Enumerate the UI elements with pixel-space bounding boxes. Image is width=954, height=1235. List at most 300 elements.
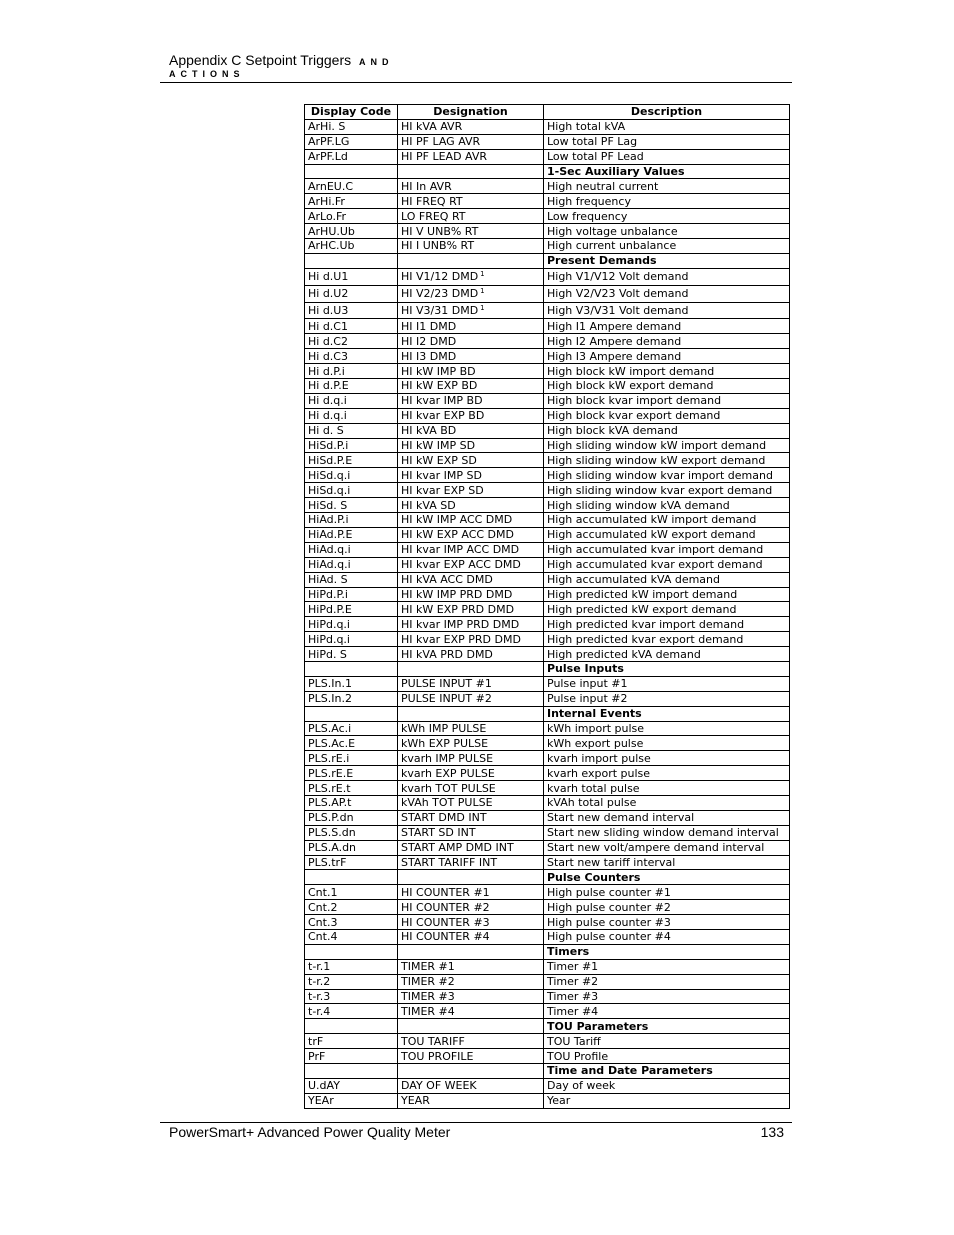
- empty-cell: [398, 1019, 544, 1034]
- display-code-cell: PLS.Ac.E: [305, 736, 398, 751]
- table-row: [305, 900, 790, 915]
- table-row: [305, 364, 790, 379]
- footer-rule: [160, 1122, 792, 1123]
- designation-cell: [398, 929, 544, 944]
- designation-text: HI V3/31 DMD: [401, 304, 479, 318]
- designation-cell: [398, 959, 544, 974]
- designation-cell: [398, 810, 544, 825]
- table-row: [305, 989, 790, 1004]
- description-cell: High block kvar import demand: [544, 393, 790, 408]
- table-row: [305, 855, 790, 870]
- designation-text: HI V1/12 DMD: [401, 270, 479, 284]
- table-row: [305, 468, 790, 483]
- section-row: [305, 706, 790, 721]
- display-code-cell: HiPd.P.E: [305, 602, 398, 617]
- designation-text: HI I2 DMD: [401, 334, 457, 348]
- designation-text: START AMP DMD INT: [401, 841, 514, 855]
- table-row: [305, 1093, 790, 1108]
- empty-cell: [305, 1064, 398, 1079]
- table-row: [305, 929, 790, 944]
- designation-cell: [398, 557, 544, 572]
- section-heading: Pulse Counters: [544, 870, 790, 885]
- table-row: [305, 915, 790, 930]
- header-caps-actions: ACTIONS: [169, 69, 245, 79]
- display-code-cell: trF: [305, 1034, 398, 1049]
- designation-cell: [398, 302, 544, 319]
- description-cell: TOU Tariff: [544, 1034, 790, 1049]
- designation-text: TIMER #2: [401, 975, 455, 989]
- table-row: [305, 1004, 790, 1019]
- description-cell: Low frequency: [544, 209, 790, 224]
- display-code-cell: HiSd.q.i: [305, 483, 398, 498]
- description-cell: High neutral current: [544, 179, 790, 194]
- display-code-cell: HiSd. S: [305, 498, 398, 513]
- empty-cell: [305, 706, 398, 721]
- section-heading: 1-Sec Auxiliary Values: [544, 164, 790, 179]
- description-cell: High pulse counter #4: [544, 929, 790, 944]
- description-cell: High block kVA demand: [544, 423, 790, 438]
- table-row: [305, 209, 790, 224]
- section-heading: Present Demands: [544, 253, 790, 268]
- table-row: [305, 1049, 790, 1064]
- designation-text: START TARIFF INT: [401, 855, 498, 869]
- designation-cell: [398, 498, 544, 513]
- designation-cell: [398, 483, 544, 498]
- designation-cell: [398, 379, 544, 394]
- designation-text: HI kVA PRD DMD: [401, 647, 493, 661]
- description-cell: High V2/V23 Volt demand: [544, 285, 790, 302]
- table-row: [305, 438, 790, 453]
- description-cell: High sliding window kvar export demand: [544, 483, 790, 498]
- section-heading: Pulse Inputs: [544, 661, 790, 676]
- designation-cell: [398, 989, 544, 1004]
- display-code-cell: PLS.Ac.i: [305, 721, 398, 736]
- display-code-cell: Hi d.q.i: [305, 393, 398, 408]
- designation-cell: [398, 319, 544, 334]
- empty-cell: [398, 1064, 544, 1079]
- table-row: [305, 302, 790, 319]
- designation-text: kWh EXP PULSE: [401, 736, 489, 750]
- designation-text: HI kvar IMP PRD DMD: [401, 617, 520, 631]
- description-cell: High sliding window kVA demand: [544, 498, 790, 513]
- designation-cell: [398, 334, 544, 349]
- designation-cell: [398, 855, 544, 870]
- description-cell: Pulse input #2: [544, 691, 790, 706]
- description-cell: High I2 Ampere demand: [544, 334, 790, 349]
- description-cell: Timer #4: [544, 1004, 790, 1019]
- header-title-text: Appendix C Setpoint Triggers: [169, 52, 352, 68]
- designation-cell: [398, 781, 544, 796]
- table-body: [305, 119, 790, 1108]
- display-code-cell: PLS.rE.t: [305, 781, 398, 796]
- display-code-cell: HiPd.P.i: [305, 587, 398, 602]
- designation-cell: [398, 285, 544, 302]
- designation-text: HI kvar IMP BD: [401, 394, 483, 408]
- designation-cell: [398, 194, 544, 209]
- footnote-marker: 1: [480, 270, 485, 279]
- table-row: [305, 632, 790, 647]
- description-cell: kvarh import pulse: [544, 751, 790, 766]
- table-row: [305, 149, 790, 164]
- table-row: [305, 483, 790, 498]
- display-code-cell: PrF: [305, 1049, 398, 1064]
- display-code-cell: PLS.In.1: [305, 676, 398, 691]
- description-cell: TOU Profile: [544, 1049, 790, 1064]
- table-row: [305, 751, 790, 766]
- designation-cell: [398, 209, 544, 224]
- table-row: [305, 285, 790, 302]
- empty-cell: [398, 164, 544, 179]
- designation-text: HI kW EXP ACC DMD: [401, 528, 514, 542]
- table-row: [305, 498, 790, 513]
- designation-text: HI kVA BD: [401, 424, 457, 438]
- designation-text: HI COUNTER #1: [401, 885, 490, 899]
- description-cell: High predicted kW export demand: [544, 602, 790, 617]
- designation-text: HI kW IMP ACC DMD: [401, 513, 513, 527]
- designation-cell: [398, 840, 544, 855]
- section-heading: Timers: [544, 944, 790, 959]
- display-code-cell: Hi d. S: [305, 423, 398, 438]
- designation-cell: [398, 647, 544, 662]
- description-cell: kvarh total pulse: [544, 781, 790, 796]
- description-cell: High accumulated kW export demand: [544, 527, 790, 542]
- table-row: [305, 423, 790, 438]
- description-cell: High sliding window kW import demand: [544, 438, 790, 453]
- description-cell: Low total PF Lag: [544, 134, 790, 149]
- table-row: [305, 393, 790, 408]
- designation-text: DAY OF WEEK: [401, 1079, 477, 1093]
- description-cell: High pulse counter #1: [544, 885, 790, 900]
- designation-cell: [398, 885, 544, 900]
- designation-cell: [398, 915, 544, 930]
- designation-cell: [398, 408, 544, 423]
- designation-cell: [398, 349, 544, 364]
- display-code-cell: Cnt.1: [305, 885, 398, 900]
- description-cell: High sliding window kvar import demand: [544, 468, 790, 483]
- description-cell: High pulse counter #2: [544, 900, 790, 915]
- designation-text: PULSE INPUT #2: [401, 692, 492, 706]
- designation-text: TOU TARIFF: [401, 1034, 465, 1048]
- designation-text: HI I1 DMD: [401, 319, 457, 333]
- designation-cell: [398, 513, 544, 528]
- display-code-cell: PLS.A.dn: [305, 840, 398, 855]
- display-code-cell: PLS.S.dn: [305, 825, 398, 840]
- description-cell: Year: [544, 1093, 790, 1108]
- display-code-cell: Hi d.q.i: [305, 408, 398, 423]
- empty-cell: [398, 253, 544, 268]
- section-row: [305, 253, 790, 268]
- display-code-cell: PLS.P.dn: [305, 810, 398, 825]
- display-code-cell: ArHi. S: [305, 119, 398, 134]
- designation-text: HI kW EXP BD: [401, 379, 478, 393]
- description-cell: Day of week: [544, 1078, 790, 1093]
- designation-text: HI kvar EXP PRD DMD: [401, 632, 521, 646]
- designation-text: TIMER #3: [401, 989, 455, 1003]
- designation-text: HI COUNTER #2: [401, 900, 490, 914]
- display-code-cell: ArnEU.C: [305, 179, 398, 194]
- designation-text: HI kW IMP PRD DMD: [401, 587, 513, 601]
- empty-cell: [305, 870, 398, 885]
- display-code-cell: ArHi.Fr: [305, 194, 398, 209]
- designation-cell: [398, 239, 544, 254]
- designation-cell: [398, 1049, 544, 1064]
- table-row: [305, 527, 790, 542]
- display-code-cell: ArPF.Ld: [305, 149, 398, 164]
- designation-cell: [398, 1034, 544, 1049]
- table-row: [305, 602, 790, 617]
- table-row: [305, 542, 790, 557]
- display-code-cell: Hi d.P.i: [305, 364, 398, 379]
- designation-cell: [398, 1004, 544, 1019]
- designation-text: HI kvar IMP SD: [401, 468, 482, 482]
- empty-cell: [305, 944, 398, 959]
- designation-cell: [398, 617, 544, 632]
- designation-text: HI kvar EXP SD: [401, 483, 484, 497]
- description-cell: High V3/V31 Volt demand: [544, 302, 790, 319]
- table-row: [305, 453, 790, 468]
- table-row: [305, 119, 790, 134]
- display-code-cell: PLS.In.2: [305, 691, 398, 706]
- designation-text: HI kvar EXP ACC DMD: [401, 558, 521, 572]
- designation-text: PULSE INPUT #1: [401, 677, 492, 691]
- display-code-cell: Hi d.C1: [305, 319, 398, 334]
- description-cell: Timer #3: [544, 989, 790, 1004]
- empty-cell: [398, 661, 544, 676]
- table-row: [305, 1078, 790, 1093]
- footnote-marker: 1: [480, 304, 485, 313]
- designation-text: HI kW EXP PRD DMD: [401, 602, 515, 616]
- section-row: [305, 1019, 790, 1034]
- header-rule: [160, 82, 792, 83]
- table-row: [305, 1034, 790, 1049]
- column-header-display-code: Display Code: [305, 105, 398, 120]
- designation-text: kWh IMP PULSE: [401, 721, 487, 735]
- designation-text: HI PF LAG AVR: [401, 135, 481, 149]
- display-code-cell: t-r.4: [305, 1004, 398, 1019]
- designation-cell: [398, 721, 544, 736]
- designation-text: HI kW IMP BD: [401, 364, 476, 378]
- designation-cell: [398, 423, 544, 438]
- table-row: [305, 587, 790, 602]
- designation-text: TIMER #4: [401, 1004, 455, 1018]
- empty-cell: [305, 253, 398, 268]
- description-cell: High accumulated kvar export demand: [544, 557, 790, 572]
- display-code-cell: HiAd. S: [305, 572, 398, 587]
- description-cell: High predicted kvar import demand: [544, 617, 790, 632]
- designation-cell: [398, 542, 544, 557]
- table-row: [305, 319, 790, 334]
- designation-text: HI kvar EXP BD: [401, 409, 485, 423]
- table-row: [305, 513, 790, 528]
- section-row: [305, 870, 790, 885]
- table-row: [305, 974, 790, 989]
- section-heading: Internal Events: [544, 706, 790, 721]
- designation-text: kvarh IMP PULSE: [401, 751, 494, 765]
- description-cell: High predicted kvar export demand: [544, 632, 790, 647]
- display-code-cell: HiAd.P.i: [305, 513, 398, 528]
- designation-text: YEAR: [401, 1094, 430, 1108]
- empty-cell: [398, 870, 544, 885]
- display-code-cell: t-r.1: [305, 959, 398, 974]
- empty-cell: [398, 706, 544, 721]
- table-row: [305, 379, 790, 394]
- empty-cell: [305, 164, 398, 179]
- description-cell: High block kW import demand: [544, 364, 790, 379]
- header-caps-and: AND: [359, 57, 394, 67]
- table-row: [305, 795, 790, 810]
- description-cell: Timer #2: [544, 974, 790, 989]
- description-cell: High current unbalance: [544, 239, 790, 254]
- display-code-cell: PLS.rE.i: [305, 751, 398, 766]
- page-header-title: [169, 52, 394, 68]
- designation-cell: [398, 825, 544, 840]
- section-row: [305, 944, 790, 959]
- display-code-cell: HiAd.q.i: [305, 557, 398, 572]
- description-cell: kWh export pulse: [544, 736, 790, 751]
- display-code-cell: HiPd.q.i: [305, 617, 398, 632]
- display-code-cell: Cnt.2: [305, 900, 398, 915]
- description-cell: Start new volt/ampere demand interval: [544, 840, 790, 855]
- description-cell: High sliding window kW export demand: [544, 453, 790, 468]
- display-code-cell: Hi d.P.E: [305, 379, 398, 394]
- display-code-cell: YEAr: [305, 1093, 398, 1108]
- table-row: [305, 349, 790, 364]
- display-code-cell: t-r.2: [305, 974, 398, 989]
- designation-cell: [398, 587, 544, 602]
- footnote-marker: 1: [480, 287, 485, 296]
- designation-text: TOU PROFILE: [401, 1049, 474, 1063]
- table-row: [305, 721, 790, 736]
- display-code-cell: Hi d.C2: [305, 334, 398, 349]
- table-row: [305, 647, 790, 662]
- description-cell: High predicted kW import demand: [544, 587, 790, 602]
- designation-cell: [398, 691, 544, 706]
- empty-cell: [305, 1019, 398, 1034]
- table-row: [305, 134, 790, 149]
- section-row: [305, 661, 790, 676]
- table-row: [305, 557, 790, 572]
- table-row: [305, 239, 790, 254]
- description-cell: High pulse counter #3: [544, 915, 790, 930]
- description-cell: Pulse input #1: [544, 676, 790, 691]
- description-cell: High predicted kVA demand: [544, 647, 790, 662]
- display-code-cell: ArHU.Ub: [305, 224, 398, 239]
- description-cell: High accumulated kvar import demand: [544, 542, 790, 557]
- designation-cell: [398, 766, 544, 781]
- display-code-cell: HiSd.P.i: [305, 438, 398, 453]
- empty-cell: [305, 661, 398, 676]
- description-cell: High I1 Ampere demand: [544, 319, 790, 334]
- designation-cell: [398, 900, 544, 915]
- designation-text: HI V UNB% RT: [401, 224, 479, 238]
- designation-text: HI I UNB% RT: [401, 239, 475, 253]
- description-cell: Start new sliding window demand interval: [544, 825, 790, 840]
- table-header-row: [305, 105, 790, 120]
- column-header-designation: Designation: [398, 105, 544, 120]
- description-cell: kWh import pulse: [544, 721, 790, 736]
- designation-cell: [398, 974, 544, 989]
- designation-cell: [398, 393, 544, 408]
- designation-cell: [398, 134, 544, 149]
- display-code-cell: Hi d.U1: [305, 268, 398, 285]
- designation-cell: [398, 795, 544, 810]
- description-cell: High I3 Ampere demand: [544, 349, 790, 364]
- display-code-cell: HiAd.q.i: [305, 542, 398, 557]
- table-row: [305, 676, 790, 691]
- designation-cell: [398, 751, 544, 766]
- designation-text: TIMER #1: [401, 960, 455, 974]
- designation-cell: [398, 527, 544, 542]
- description-cell: High block kvar export demand: [544, 408, 790, 423]
- display-code-cell: HiPd.q.i: [305, 632, 398, 647]
- designation-cell: [398, 736, 544, 751]
- designation-text: kVAh TOT PULSE: [401, 796, 493, 810]
- designation-text: HI kVA SD: [401, 498, 456, 512]
- designation-cell: [398, 438, 544, 453]
- display-code-cell: Hi d.U2: [305, 285, 398, 302]
- display-code-cell: PLS.trF: [305, 855, 398, 870]
- table-row: [305, 781, 790, 796]
- description-cell: Start new demand interval: [544, 810, 790, 825]
- table-row: [305, 810, 790, 825]
- designation-cell: [398, 224, 544, 239]
- designation-cell: [398, 676, 544, 691]
- display-code-cell: U.dAY: [305, 1078, 398, 1093]
- designation-text: HI COUNTER #3: [401, 915, 490, 929]
- designation-text: HI kW EXP SD: [401, 453, 477, 467]
- table-row: [305, 179, 790, 194]
- table-row: [305, 885, 790, 900]
- display-code-cell: Cnt.3: [305, 915, 398, 930]
- designation-cell: [398, 632, 544, 647]
- designation-text: HI FREQ RT: [401, 194, 463, 208]
- designation-cell: [398, 119, 544, 134]
- footer-title: PowerSmart+ Advanced Power Quality Meter: [169, 1124, 451, 1140]
- table-row: [305, 959, 790, 974]
- table-row: [305, 572, 790, 587]
- designation-text: HI kVA ACC DMD: [401, 573, 493, 587]
- description-cell: kVAh total pulse: [544, 795, 790, 810]
- page-number: 133: [760, 1124, 784, 1140]
- designation-text: HI kW IMP SD: [401, 439, 476, 453]
- section-heading: TOU Parameters: [544, 1019, 790, 1034]
- description-cell: High accumulated kW import demand: [544, 513, 790, 528]
- designation-text: kvarh EXP PULSE: [401, 766, 495, 780]
- designation-text: HI In AVR: [401, 179, 452, 193]
- designation-text: HI PF LEAD AVR: [401, 150, 488, 164]
- description-cell: kvarh export pulse: [544, 766, 790, 781]
- designation-text: HI kVA AVR: [401, 120, 463, 134]
- display-code-cell: ArLo.Fr: [305, 209, 398, 224]
- designation-cell: [398, 602, 544, 617]
- table-row: [305, 691, 790, 706]
- designation-text: HI COUNTER #4: [401, 930, 490, 944]
- display-code-cell: PLS.AP.t: [305, 795, 398, 810]
- designation-cell: [398, 364, 544, 379]
- display-code-cell: HiAd.P.E: [305, 527, 398, 542]
- display-code-cell: HiPd. S: [305, 647, 398, 662]
- designation-text: START DMD INT: [401, 811, 487, 825]
- display-code-cell: HiSd.P.E: [305, 453, 398, 468]
- designation-cell: [398, 468, 544, 483]
- designation-cell: [398, 1093, 544, 1108]
- section-row: [305, 164, 790, 179]
- description-cell: Start new tariff interval: [544, 855, 790, 870]
- empty-cell: [398, 944, 544, 959]
- column-header-description: Description: [544, 105, 790, 120]
- table-row: [305, 840, 790, 855]
- display-code-cell: PLS.rE.E: [305, 766, 398, 781]
